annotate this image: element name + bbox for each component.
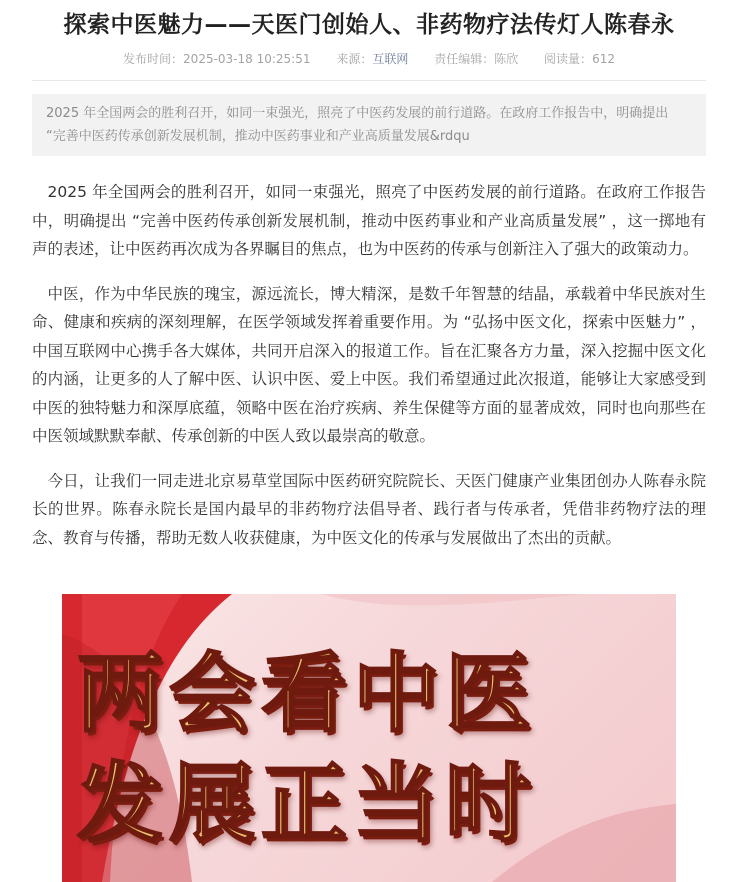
editor-label: 责任编辑：	[434, 52, 495, 66]
source	[336, 52, 408, 66]
banner-headline-line-2: 发展正当时	[77, 754, 537, 854]
view-count-value: 612	[592, 52, 615, 66]
editor	[434, 52, 518, 66]
article-meta	[0, 50, 738, 68]
title-divider	[32, 80, 706, 81]
editor-value: 陈欣	[494, 52, 519, 66]
body-paragraph-3: 今日，让我们一同走进北京易草堂国际中医药研究院院长、天医门健康产业集团创办人陈春永院长的世界。陈春永院长是国内最早的非药物疗法倡导者、践行者与传承者，凭借非药物疗法的理念、教育与传播，帮助无数人收获健康，为中医文化的传承与发展做出了杰出的贡献。	[32, 471, 706, 547]
article-body	[32, 178, 706, 568]
banner-headline-line-1: 两会看中医	[77, 644, 537, 744]
source-label: 来源：	[336, 52, 373, 66]
body-paragraph-2: 中医，作为中华民族的瑰宝，源远流长，博大精深，是数千年智慧的结晶，承载着中华民族对生命、健康和疾病的深刻理解，在医学领域发挥着重要作用。为 “弘扬中医文化，探索中医魅力” ，中国互联网中心携手各大媒体，共同开启深入的报道工作。旨在汇聚各方力量，深入挖掘中医文化的内涵，让更多的人了解中医、认识中医、爱上中医。我们希望通过此次报道，能够让大家感受到中医的独特魅力和深厚底蕴，领略中医在治疗疾病、养生保健等方面的显著成效，同时也向那些在中医领域默默奉献、传承创新的中医人致以最崇高的敬意。	[32, 284, 706, 445]
source-link[interactable]: 互联网	[372, 52, 409, 66]
publish-time	[123, 52, 310, 66]
publish-time-label: 发布时间：	[123, 52, 184, 66]
body-paragraph-1: 2025 年全国两会的胜利召开，如同一束强光，照亮了中医药发展的前行道路。在政府工作报告中，明确提出 “完善中医药传承创新发展机制，推动中医药事业和产业高质量发展” ，这一掷地有声的表述，让中医药再次成为各界瞩目的焦点，也为中医药的传承与创新注入了强大的政策动力。	[32, 183, 706, 258]
article-title: 探索中医魅力——天医门创始人、非药物疗法传灯人陈春永	[63, 12, 675, 38]
publish-time-value: 2025-03-18 10:25:51	[183, 52, 311, 66]
view-count-label: 阅读量：	[544, 52, 593, 66]
article-summary: 2025 年全国两会的胜利召开，如同一束强光，照亮了中医药发展的前行道路。在政府工作报告中，明确提出 “完善中医药传承创新发展机制，推动中医药事业和产业高质量发展&rdqu	[32, 94, 706, 156]
view-count	[544, 52, 615, 66]
